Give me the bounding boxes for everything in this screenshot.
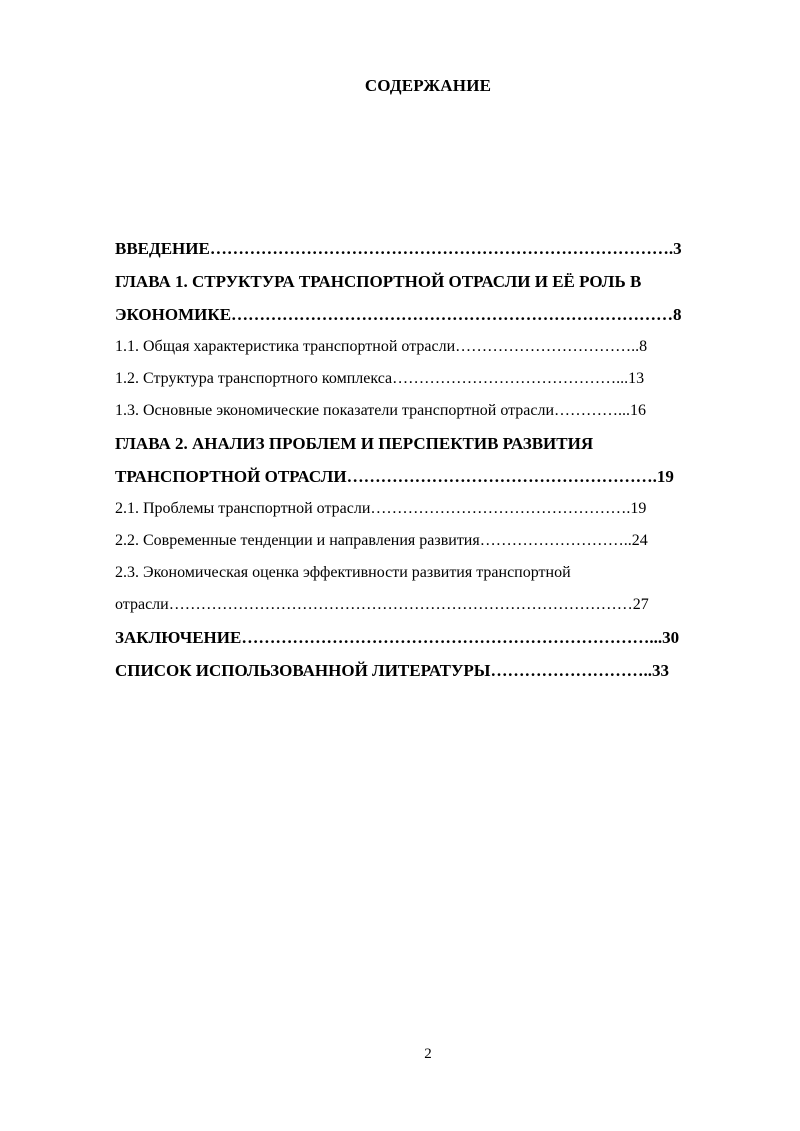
toc-entry-conclusion[interactable]: ЗАКЛЮЧЕНИЕ………………………………………………………………...30: [115, 628, 680, 647]
page-number: 2: [424, 1046, 432, 1062]
toc-entry-chapter-2-title[interactable]: ГЛАВА 2. АНАЛИЗ ПРОБЛЕМ И ПЕРСПЕКТИВ РАЗВИТИЯ: [115, 434, 594, 453]
toc-entry-section-2-3[interactable]: 2.3. Экономическая оценка эффективности развития транспортной: [115, 564, 571, 581]
toc-entry-section-2-2[interactable]: 2.2. Современные тенденции и направления развития………………………..24: [115, 532, 648, 549]
toc-entry-chapter-2-title-continued[interactable]: ТРАНСПОРТНОЙ ОТРАСЛИ……………………………………………….19: [115, 467, 674, 486]
table-of-contents: [115, 232, 741, 687]
toc-entry-section-2-3-continued[interactable]: отрасли……………………………………………………………………………27: [115, 596, 649, 613]
toc-entry-introduction[interactable]: ВВЕДЕНИЕ……………………………………………………………………….3: [115, 239, 682, 258]
toc-entry-chapter-1-title-continued[interactable]: ЭКОНОМИКЕ……………………………………………………………………8: [115, 305, 682, 324]
toc-entry-section-1-3[interactable]: 1.3. Основные экономические показатели транспортной отрасли…………...16: [115, 402, 647, 419]
toc-entry-section-2-1[interactable]: 2.1. Проблемы транспортной отрасли………………………………………….19: [115, 500, 647, 517]
toc-entry-section-1-1[interactable]: 1.1. Общая характеристика транспортной отрасли……………………………..8: [115, 338, 648, 355]
page-title: СОДЕРЖАНИЕ: [364, 76, 492, 95]
toc-entry-chapter-1-title[interactable]: ГЛАВА 1. СТРУКТУРА ТРАНСПОРТНОЙ ОТРАСЛИ И ЕЁ РОЛЬ В: [115, 272, 642, 291]
toc-entry-section-1-2[interactable]: 1.2. Структура транспортного комплекса……………………………………...13: [115, 370, 645, 387]
toc-entry-bibliography[interactable]: СПИСОК ИСПОЛЬЗОВАННОЙ ЛИТЕРАТУРЫ………………………..33: [115, 661, 669, 680]
